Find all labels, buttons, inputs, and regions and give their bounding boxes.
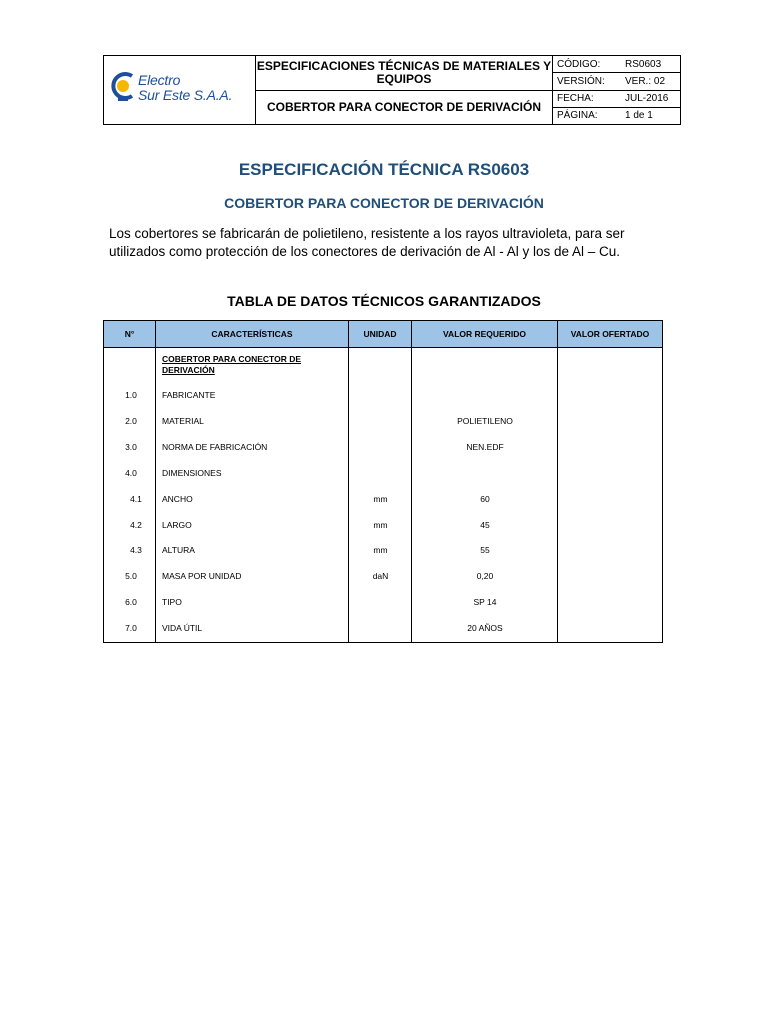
meta-key: VERSIÓN: bbox=[557, 75, 605, 87]
header-valor-ofertado: VALOR OFERTADO bbox=[570, 329, 650, 339]
meta-key: PÁGINA: bbox=[557, 110, 598, 122]
table-row bbox=[104, 388, 662, 402]
cell-caracteristica: ALTURA bbox=[162, 545, 195, 556]
table-row bbox=[104, 414, 662, 428]
header-unidad: UNIDAD bbox=[349, 321, 412, 347]
logo-line-1: Electro bbox=[138, 72, 181, 88]
cell-caracteristica: NORMA DE FABRICACIÓN bbox=[162, 441, 268, 452]
cell-valor-requerido: 55 bbox=[480, 545, 490, 556]
cell-valor-requerido: 0,20 bbox=[476, 571, 494, 582]
meta-row bbox=[553, 90, 680, 107]
cell-caracteristica: LARGO bbox=[162, 519, 192, 530]
cell-valor-requerido: NEN.EDF bbox=[466, 441, 504, 452]
table-row bbox=[104, 440, 662, 454]
table-header bbox=[104, 321, 662, 348]
meta-key: FECHA: bbox=[557, 93, 594, 105]
doc-subject: COBERTOR PARA CONECTOR DE DERIVACIÓN bbox=[266, 99, 542, 114]
description-paragraph: Los cobertores se fabricarán de polietileno, resistente a los rayos ultravioleta, para ser utilizados como protección de los conectores de derivación de Al - Al y los de Al – Cu. bbox=[109, 226, 625, 259]
cell-n: 2.0 bbox=[125, 415, 137, 426]
cell-n: 3.0 bbox=[125, 441, 137, 452]
header-caracteristicas: CARACTERÍSTICAS bbox=[156, 321, 349, 347]
cell-caracteristica: VIDA ÚTIL bbox=[162, 623, 203, 634]
table-row bbox=[104, 543, 662, 557]
table-row bbox=[104, 621, 662, 635]
group-label: COBERTOR PARA CONECTOR DE DERIVACIÓN bbox=[162, 354, 302, 375]
meta-row bbox=[553, 107, 680, 124]
header-n: N° bbox=[104, 321, 156, 347]
doc-title: ESPECIFICACIONES TÉCNICAS DE MATERIALES Y EQUIPOS bbox=[256, 56, 552, 91]
page-title: ESPECIFICACIÓN TÉCNICA RS0603 bbox=[238, 160, 530, 179]
cell-caracteristica: MASA POR UNIDAD bbox=[162, 571, 242, 582]
cell-caracteristica: FABRICANTE bbox=[162, 390, 216, 400]
cell-valor-requerido: POLIETILENO bbox=[457, 415, 513, 426]
cell-n: 7.0 bbox=[125, 623, 137, 634]
cell-n: 4.3 bbox=[130, 545, 142, 556]
cell-caracteristica: DIMENSIONES bbox=[162, 467, 222, 478]
cell-n: 4.1 bbox=[130, 493, 142, 504]
header-valor-requerido: VALOR REQUERIDO bbox=[412, 321, 558, 347]
table-title: TABLA DE DATOS TÉCNICOS GARANTIZADOS bbox=[227, 293, 541, 309]
table-row bbox=[104, 569, 662, 583]
cell-unidad: daN bbox=[372, 571, 389, 582]
technical-data-table bbox=[103, 320, 663, 643]
cell-valor-requerido: 60 bbox=[480, 493, 490, 504]
cell-unidad: mm bbox=[373, 493, 388, 504]
cell-valor-requerido: 20 AÑOS bbox=[467, 623, 503, 634]
doc-meta bbox=[553, 56, 680, 124]
document-header bbox=[103, 55, 681, 125]
cell-n: 1.0 bbox=[125, 390, 137, 400]
cell-n: 4.2 bbox=[130, 519, 142, 530]
cell-caracteristica: ANCHO bbox=[162, 493, 193, 504]
company-logo bbox=[104, 56, 256, 124]
table-row bbox=[104, 595, 662, 609]
meta-value: RS0603 bbox=[625, 58, 662, 70]
meta-value: 1 de 1 bbox=[625, 110, 653, 122]
logo-line-2: Sur Este S.A.A. bbox=[138, 87, 233, 103]
meta-key: CÓDIGO: bbox=[557, 58, 601, 70]
meta-row bbox=[553, 72, 680, 89]
table-row bbox=[104, 466, 662, 480]
page-subtitle: COBERTOR PARA CONECTOR DE DERIVACIÓN bbox=[224, 195, 544, 211]
logo-icon bbox=[110, 70, 138, 104]
table-row bbox=[104, 492, 662, 506]
meta-value: JUL-2016 bbox=[625, 93, 669, 105]
cell-valor-requerido: 45 bbox=[480, 519, 490, 530]
table-body bbox=[104, 348, 662, 642]
meta-value: VER.: 02 bbox=[625, 75, 666, 87]
cell-n: 6.0 bbox=[125, 597, 137, 608]
cell-caracteristica: TIPO bbox=[162, 597, 182, 608]
cell-caracteristica: MATERIAL bbox=[162, 415, 204, 426]
cell-n: 5.0 bbox=[125, 571, 137, 582]
cell-unidad: mm bbox=[373, 545, 388, 556]
table-row bbox=[104, 518, 662, 532]
meta-row bbox=[553, 56, 680, 72]
cell-unidad: mm bbox=[373, 519, 388, 530]
cell-n: 4.0 bbox=[125, 467, 137, 478]
cell-valor-requerido: SP 14 bbox=[473, 597, 497, 608]
